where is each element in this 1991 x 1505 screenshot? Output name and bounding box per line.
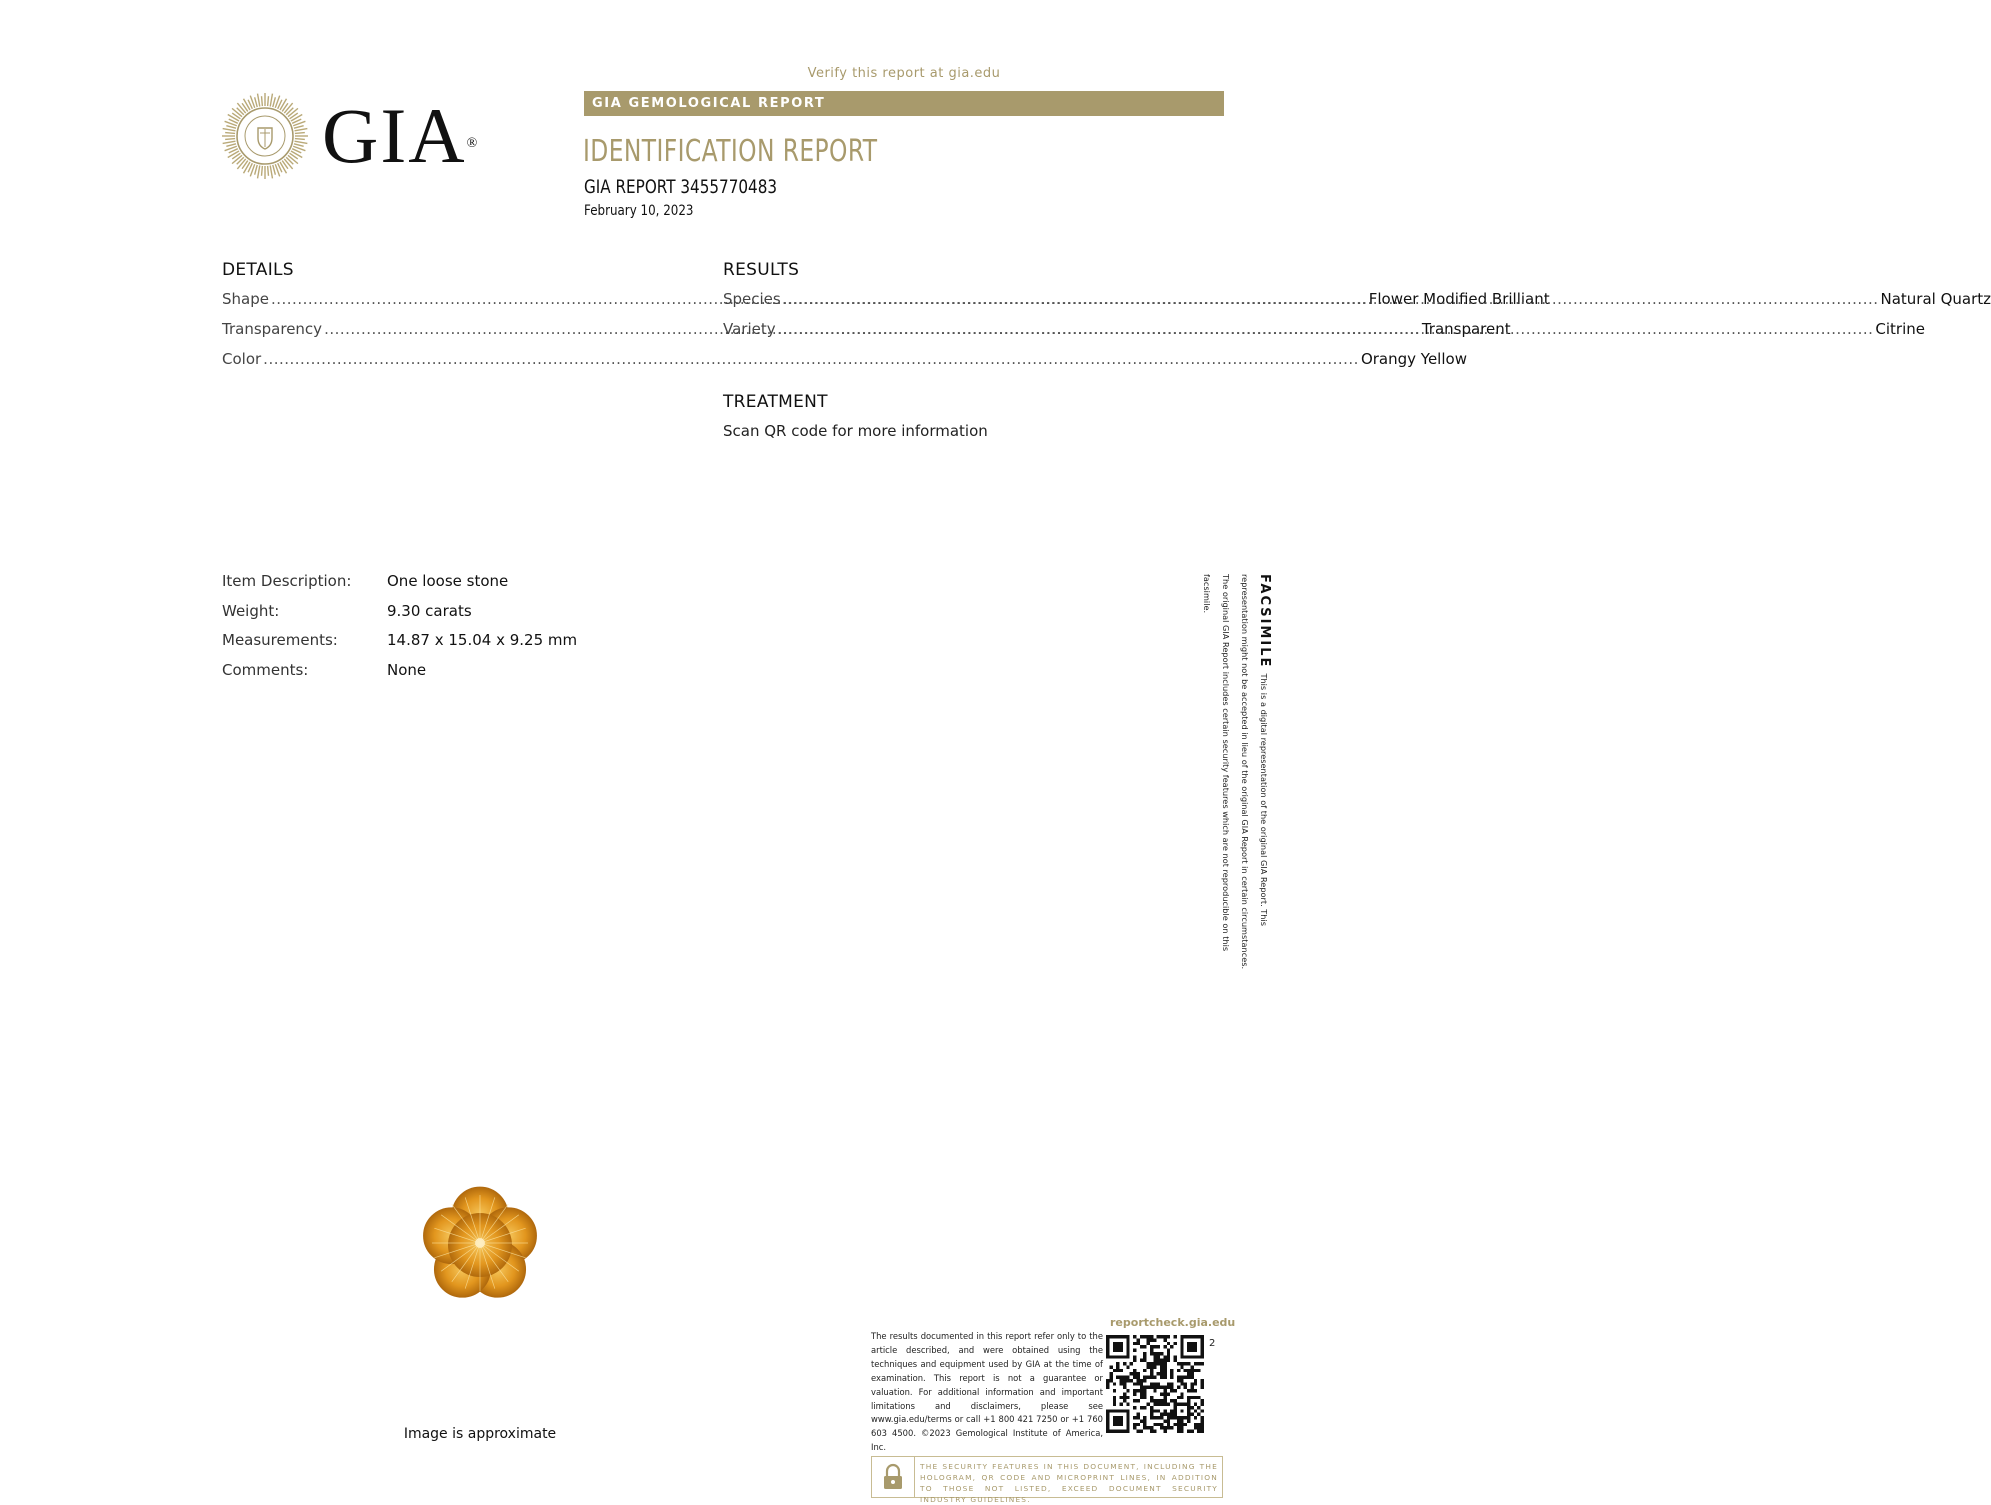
info-value: 14.87 x 15.04 x 9.25 mm bbox=[387, 631, 577, 661]
result-row bbox=[723, 320, 1201, 350]
lock-cell bbox=[872, 1457, 915, 1497]
info-label: Weight: bbox=[222, 602, 387, 632]
qr-number: 2 bbox=[1209, 1338, 1215, 1349]
detail-label: Color bbox=[222, 350, 261, 368]
details-title: DETAILS bbox=[222, 260, 700, 280]
security-text: THE SECURITY FEATURES IN THIS DOCUMENT, INCLUDING THE HOLOGRAM, QR CODE AND MICROPRINT LINES, IN ADDITION TO THOSE NOT LISTED, EXCEED DOCUMENT SECURITY INDUSTRY GUIDELINES. bbox=[920, 1461, 1218, 1505]
leader-dots bbox=[778, 320, 1874, 338]
details-section bbox=[222, 260, 700, 380]
result-label: Species bbox=[723, 290, 781, 308]
gia-seal-icon bbox=[221, 92, 309, 180]
report-number: GIA REPORT 3455770483 bbox=[584, 176, 777, 198]
info-row bbox=[222, 602, 577, 632]
info-label: Comments: bbox=[222, 661, 387, 691]
result-value: Natural Quartz bbox=[1881, 290, 1991, 308]
registered-mark: ® bbox=[467, 136, 478, 151]
detail-value: Flower Modified Brilliant bbox=[1369, 290, 1550, 308]
image-note: Image is approximate bbox=[380, 1426, 580, 1442]
logo-text: GIA bbox=[322, 92, 467, 179]
info-row bbox=[222, 661, 577, 691]
report-band bbox=[584, 91, 1224, 116]
info-label: Measurements: bbox=[222, 631, 387, 661]
disclaimer-text: The results documented in this report refer only to the article described, and were obtained using the techniques and equipment used by GIA at the time of examination. This report is not a guarantee or valuation. For additional information and important limitations and disclaimers, please see www.gia.edu/terms or call +1 800 421 7250 or +1 760 603 4500. ©2023 Gemological Institute of America, Inc. bbox=[871, 1330, 1103, 1455]
detail-row bbox=[222, 290, 700, 320]
item-info bbox=[222, 572, 577, 690]
detail-label: Transparency bbox=[222, 320, 322, 338]
info-row bbox=[222, 572, 577, 602]
detail-row bbox=[222, 350, 700, 380]
info-value: 9.30 carats bbox=[387, 602, 472, 632]
results-title: RESULTS bbox=[723, 260, 1201, 280]
treatment-text: Scan QR code for more information bbox=[723, 422, 1201, 440]
band-text: GIA GEMOLOGICAL REPORT bbox=[592, 96, 825, 111]
result-label: Variety bbox=[723, 320, 776, 338]
detail-value: Orangy Yellow bbox=[1361, 350, 1467, 368]
treatment-title: TREATMENT bbox=[723, 392, 1201, 412]
detail-label: Shape bbox=[222, 290, 269, 308]
verify-link[interactable]: Verify this report at gia.edu bbox=[584, 66, 1224, 81]
security-box bbox=[871, 1456, 1223, 1498]
gia-logo bbox=[322, 96, 477, 176]
treatment-section bbox=[723, 392, 1201, 440]
info-value: None bbox=[387, 661, 426, 691]
report-date: February 10, 2023 bbox=[584, 203, 694, 219]
results-section bbox=[723, 260, 1201, 350]
reportcheck-link[interactable]: reportcheck.gia.edu bbox=[1110, 1316, 1202, 1329]
gem-icon bbox=[420, 1185, 540, 1305]
qr-code-icon[interactable] bbox=[1106, 1335, 1204, 1433]
result-value: Citrine bbox=[1875, 320, 1925, 338]
result-row bbox=[723, 290, 1201, 320]
info-value: One loose stone bbox=[387, 572, 508, 602]
facsimile-text: This is a digital representation of the original GIA Report. This representation might not be accepted in lieu of the original GIA Report in certain circumstances. The original GIA Report includes certain security features which are not reproducible on this facsimile. bbox=[1202, 574, 1269, 969]
lock-icon bbox=[872, 1457, 914, 1497]
facsimile-title: FACSIMILE bbox=[1257, 574, 1272, 668]
leader-dots bbox=[263, 350, 1359, 368]
report-type: IDENTIFICATION REPORT bbox=[583, 134, 877, 169]
detail-row bbox=[222, 320, 700, 350]
leader-dots bbox=[783, 290, 1879, 308]
info-row bbox=[222, 631, 577, 661]
info-label: Item Description: bbox=[222, 572, 387, 602]
facsimile-note bbox=[1232, 574, 1276, 986]
detail-value: Transparent bbox=[1422, 320, 1511, 338]
